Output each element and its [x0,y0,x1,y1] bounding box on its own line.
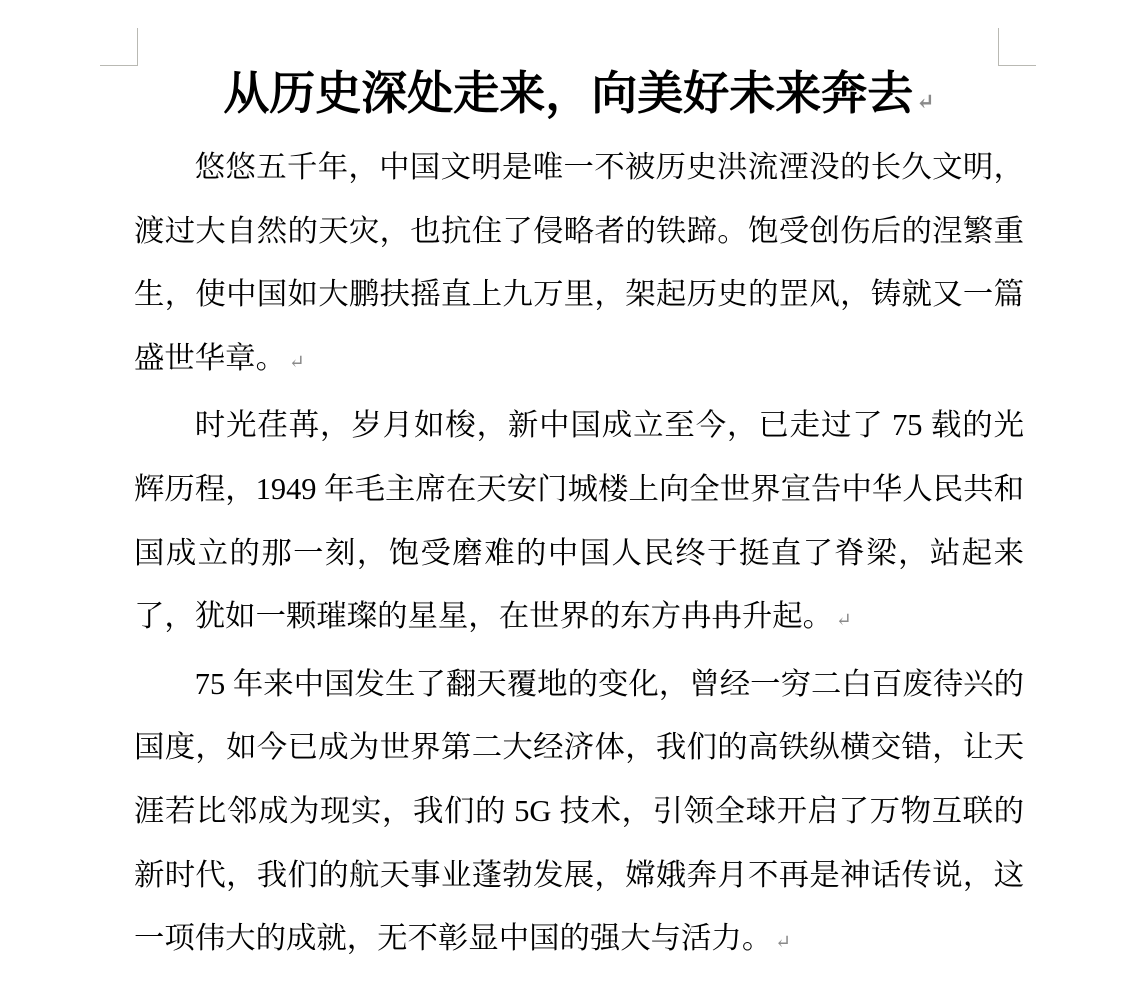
paragraph-mark-icon: ↵ [836,610,852,632]
document-text-area[interactable] [134,60,1024,975]
body-paragraph [134,394,1024,652]
paragraph-mark-icon: ↵ [916,89,935,114]
body-paragraph-text: 75 年来中国发生了翻天覆地的变化，曾经一穷二白百废待兴的国度，如今已成为世界第二大经济体，我们的高铁纵横交错，让天涯若比邻成为现实，我们的 5G 技术，引领全球开启了万物互联的新时代，我们的航天事业蓬勃发展，嫦娥奔月不再是神话传说，这一项伟大的成就，无不彰显中国的强大与活力。 [134,666,1024,956]
body-paragraph-text: 悠悠五千年，中国文明是唯一不被历史洪流湮没的长久文明，渡过大自然的天灾，也抗住了侵略者的铁蹄。饱受创伤后的涅繁重生，使中国如大鹏扶摇直上九万里，架起历史的罡风，铸就又一篇盛世华章。 [134,150,1024,375]
document-title-text: 从历史深处走来，向美好未来奔去 [223,68,914,119]
body-paragraph [134,653,1024,975]
paragraph-mark-icon: ↵ [288,351,305,373]
margin-crop-mark-top-left [100,28,138,66]
paragraph-mark-icon: ↵ [775,932,792,954]
body-paragraph [134,136,1024,394]
body-paragraph-text: 时光荏苒，岁月如梭，新中国成立至今，已走过了 75 载的光辉历程，1949 年毛主席在天安门城楼上向全世界宣告中华人民共和国成立的那一刻，饱受磨难的中国人民终于挺直了脊梁，站起来了，犹如一颗璀璨的星星，在世界的东方冉冉升起。 [134,408,1024,634]
document-title [134,60,1024,136]
